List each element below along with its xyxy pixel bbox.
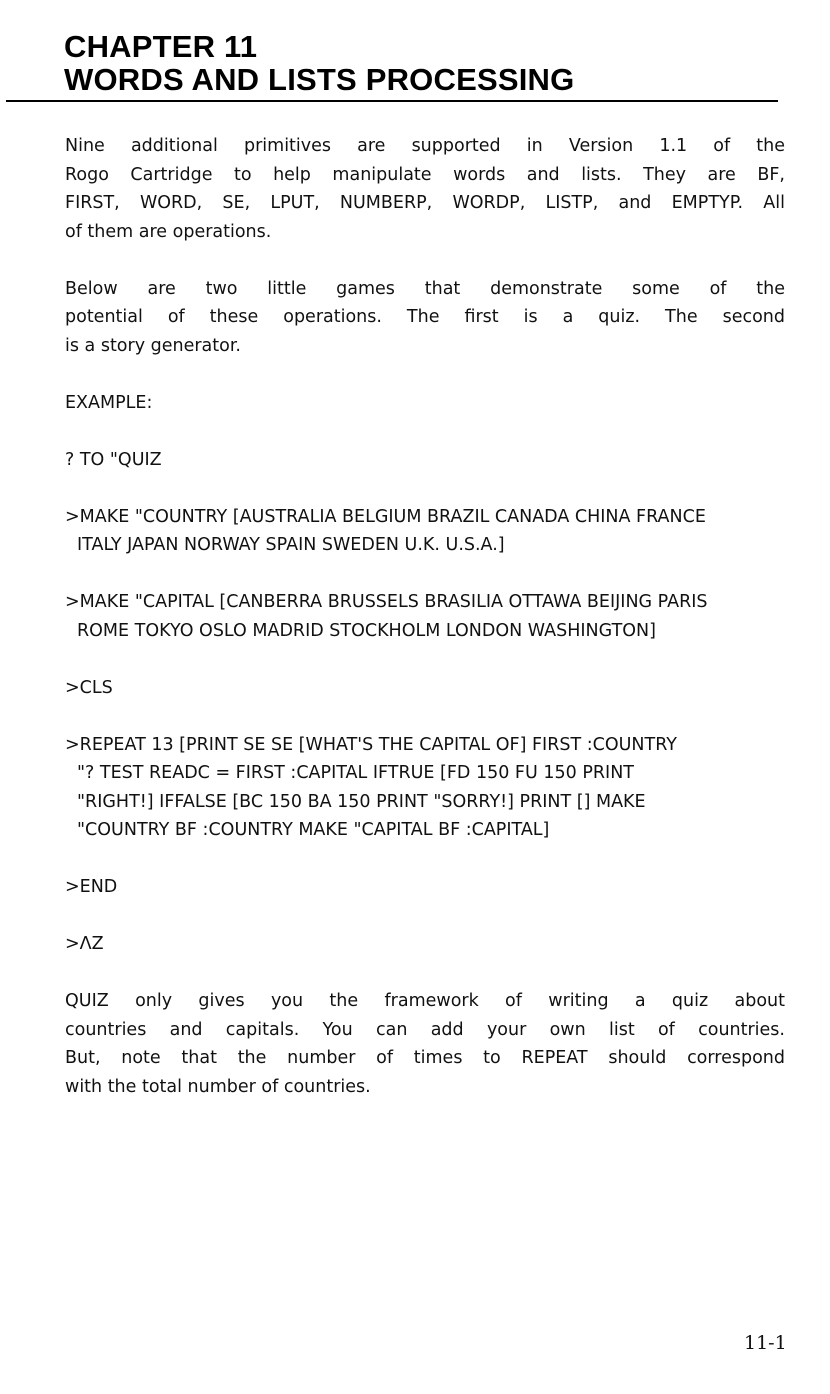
intro-line: FIRST, WORD, SE, LPUT, NUMBERP, WORDP, LISTP, and EMPTYP. All bbox=[65, 193, 785, 213]
code-repeat bbox=[65, 731, 785, 845]
closing-line: QUIZ only gives you the framework of writing a quiz about bbox=[65, 991, 785, 1011]
heading-rule bbox=[6, 100, 778, 102]
page-body bbox=[65, 132, 785, 1130]
games-line: is a story generator. bbox=[65, 335, 241, 356]
code-line: "RIGHT!] IFFALSE [BC 150 BA 150 PRINT "SORRY!] PRINT [] MAKE bbox=[77, 791, 646, 812]
code-line: >ΛZ bbox=[65, 934, 104, 954]
code-line: "? TEST READC = FIRST :CAPITAL IFTRUE [FD 150 FU 150 PRINT bbox=[77, 763, 634, 783]
code-line: ROME TOKYO OSLO MADRID STOCKHOLM LONDON WASHINGTON] bbox=[77, 620, 656, 641]
games-paragraph bbox=[65, 275, 785, 361]
chapter-number: CHAPTER 11 bbox=[64, 29, 258, 64]
intro-paragraph bbox=[65, 132, 785, 246]
page-number: 11-1 bbox=[744, 1332, 787, 1354]
code-make-country bbox=[65, 503, 785, 560]
code-line: ITALY JAPAN NORWAY SPAIN SWEDEN U.K. U.S.A.] bbox=[77, 535, 505, 555]
code-line: ? TO "QUIZ bbox=[65, 449, 162, 470]
code-line: "COUNTRY BF :COUNTRY MAKE "CAPITAL BF :CAPITAL] bbox=[77, 820, 550, 840]
chapter-title: WORDS AND LISTS PROCESSING bbox=[64, 62, 575, 97]
code-line: >END bbox=[65, 877, 118, 897]
intro-line: Rogo Cartridge to help manipulate words and lists. They are BF, bbox=[65, 164, 785, 185]
closing-paragraph bbox=[65, 987, 785, 1101]
code-end bbox=[65, 873, 785, 902]
closing-line: But, note that the number of times to REPEAT should correspond bbox=[65, 1048, 785, 1068]
code-line: >MAKE "COUNTRY [AUSTRALIA BELGIUM BRAZIL CANADA CHINA FRANCE bbox=[65, 506, 706, 527]
games-line: potential of these operations. The first is a quiz. The second bbox=[65, 307, 785, 327]
games-line: Below are two little games that demonstrate some of the bbox=[65, 278, 785, 299]
intro-line: of them are operations. bbox=[65, 221, 272, 242]
closing-line: countries and capitals. You can add your own list of countries. bbox=[65, 1019, 785, 1040]
code-to-quiz bbox=[65, 446, 785, 475]
example-label: EXAMPLE: bbox=[65, 392, 153, 413]
code-line: >CLS bbox=[65, 677, 113, 698]
code-make-capital bbox=[65, 588, 785, 645]
code-cls bbox=[65, 674, 785, 703]
code-line: >REPEAT 13 [PRINT SE SE [WHAT'S THE CAPITAL OF] FIRST :COUNTRY bbox=[65, 734, 677, 755]
intro-line: Nine additional primitives are supported in Version 1.1 of the bbox=[65, 136, 785, 156]
code-line: >MAKE "CAPITAL [CANBERRA BRUSSELS BRASILIA OTTAWA BEIJING PARIS bbox=[65, 592, 708, 612]
chapter-heading bbox=[64, 30, 574, 96]
closing-line: with the total number of countries. bbox=[65, 1076, 371, 1097]
code-az bbox=[65, 930, 785, 959]
